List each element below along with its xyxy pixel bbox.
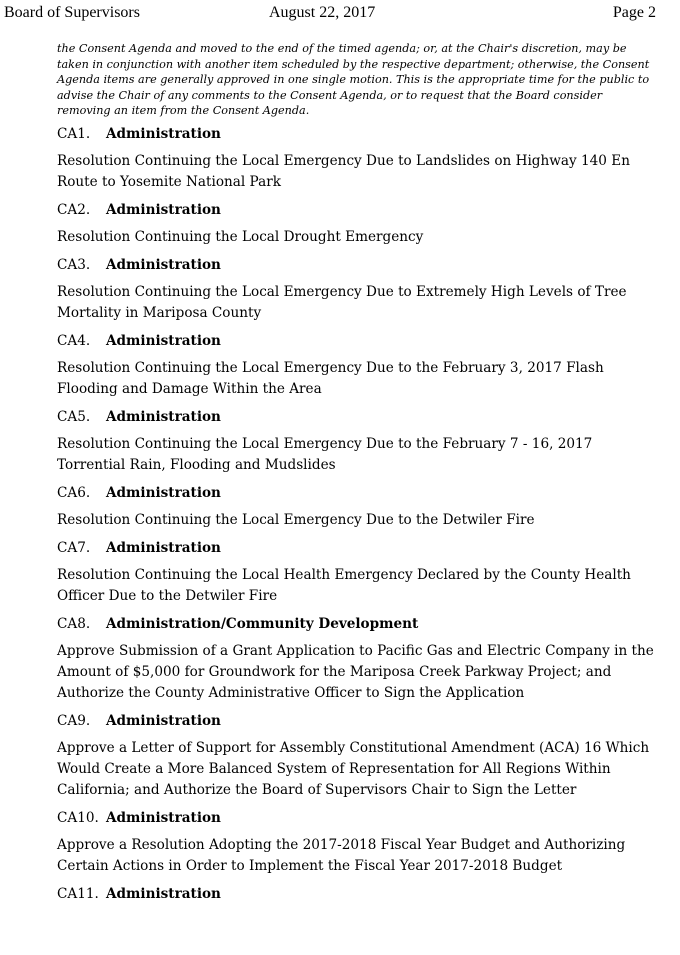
agenda-item-description: Resolution Continuing the Local Drought Emergency xyxy=(57,229,424,245)
agenda-item-heading xyxy=(57,884,657,904)
agenda-item xyxy=(57,407,657,476)
agenda-item xyxy=(57,614,657,704)
agenda-item-number: CA9. xyxy=(57,713,91,729)
agenda-item-number: CA10. xyxy=(57,810,99,826)
agenda-item-department: Administration xyxy=(106,202,221,218)
agenda-item-department: Administration xyxy=(106,257,221,273)
agenda-item-department: Administration xyxy=(106,810,221,826)
agenda-item xyxy=(57,711,657,801)
agenda-item-number: CA11. xyxy=(57,886,99,902)
agenda-item xyxy=(57,200,657,248)
agenda-item xyxy=(57,124,657,193)
agenda-item-description: Approve a Letter of Support for Assembly Constitutional Amendment (ACA) 16 Which Would Create a More Balanced System of Representation for All Regions Within California; and Authorize the Board of Supervisors Chair to Sign the Letter xyxy=(57,740,650,798)
agenda-item-heading xyxy=(57,200,657,220)
agenda-item-description: Resolution Continuing the Local Emergency Due to Extremely High Levels of Tree Mortality in Mariposa County xyxy=(57,284,627,321)
agenda-item xyxy=(57,255,657,324)
agenda-item-description: Resolution Continuing the Local Health Emergency Declared by the County Health Officer Due to the Detwiler Fire xyxy=(57,567,631,604)
agenda-item-heading xyxy=(57,331,657,351)
agenda-item-description: Resolution Continuing the Local Emergency Due to the Detwiler Fire xyxy=(57,512,535,528)
agenda-item-number: CA3. xyxy=(57,257,91,273)
agenda-item-number: CA5. xyxy=(57,409,91,425)
agenda-item-heading xyxy=(57,711,657,731)
consent-agenda-intro: the Consent Agenda and moved to the end of the timed agenda; or, at the Chair's discretion, may be taken in conjunction with another item scheduled by the respective department; otherwise, the Consent Agenda items are generally approved in one single motion. This is the appropriate time for the public to advise the Chair of any comments to the Consent Agenda, or to request that the Board consider removing an item from the Consent Agenda. xyxy=(57,42,650,117)
agenda-item-heading xyxy=(57,614,657,634)
agenda-item-description: Resolution Continuing the Local Emergency Due to the February 3, 2017 Flash Flooding and Damage Within the Area xyxy=(57,360,604,397)
agenda-item-department: Administration xyxy=(106,886,221,902)
agenda-item-department: Administration xyxy=(106,485,221,501)
header-date: August 22, 2017 xyxy=(269,4,376,21)
header-page-number: Page 2 xyxy=(612,4,656,21)
agenda-item-department: Administration xyxy=(106,713,221,729)
agenda-item-description: Approve a Resolution Adopting the 2017-2018 Fiscal Year Budget and Authorizing Certain Actions in Order to Implement the Fiscal Year 2017-2018 Budget xyxy=(57,837,626,874)
agenda-item-heading xyxy=(57,124,657,144)
agenda-item-heading xyxy=(57,483,657,503)
agenda-item-heading xyxy=(57,407,657,427)
agenda-item-department: Administration xyxy=(106,333,221,349)
agenda-item-heading xyxy=(57,538,657,558)
agenda-item-description: Resolution Continuing the Local Emergency Due to Landslides on Highway 140 En Route to Yosemite National Park xyxy=(57,153,630,190)
agenda-item-heading xyxy=(57,255,657,275)
agenda-item xyxy=(57,884,657,904)
agenda-item xyxy=(57,483,657,531)
agenda-item-number: CA2. xyxy=(57,202,91,218)
page-header xyxy=(0,4,680,24)
agenda-item-number: CA6. xyxy=(57,485,91,501)
agenda-item-department: Administration/Community Development xyxy=(106,616,419,632)
agenda-item xyxy=(57,538,657,607)
agenda-item-number: CA1. xyxy=(57,126,91,142)
agenda-item-department: Administration xyxy=(106,540,221,556)
agenda-item-number: CA7. xyxy=(57,540,91,556)
agenda-item-heading xyxy=(57,808,657,828)
consent-agenda-items xyxy=(57,124,657,911)
agenda-item xyxy=(57,331,657,400)
agenda-item-department: Administration xyxy=(106,126,221,142)
agenda-item xyxy=(57,808,657,877)
agenda-item-description: Resolution Continuing the Local Emergency Due to the February 7 - 16, 2017 Torrential Rain, Flooding and Mudslides xyxy=(57,436,593,473)
agenda-item-department: Administration xyxy=(106,409,221,425)
header-board-name: Board of Supervisors xyxy=(4,4,140,21)
agenda-item-number: CA4. xyxy=(57,333,91,349)
agenda-item-description: Approve Submission of a Grant Application to Pacific Gas and Electric Company in the Amount of $5,000 for Groundwork for the Mariposa Creek Parkway Project; and Authorize the County Administrative Officer to Sign the Application xyxy=(57,643,654,701)
agenda-item-number: CA8. xyxy=(57,616,91,632)
